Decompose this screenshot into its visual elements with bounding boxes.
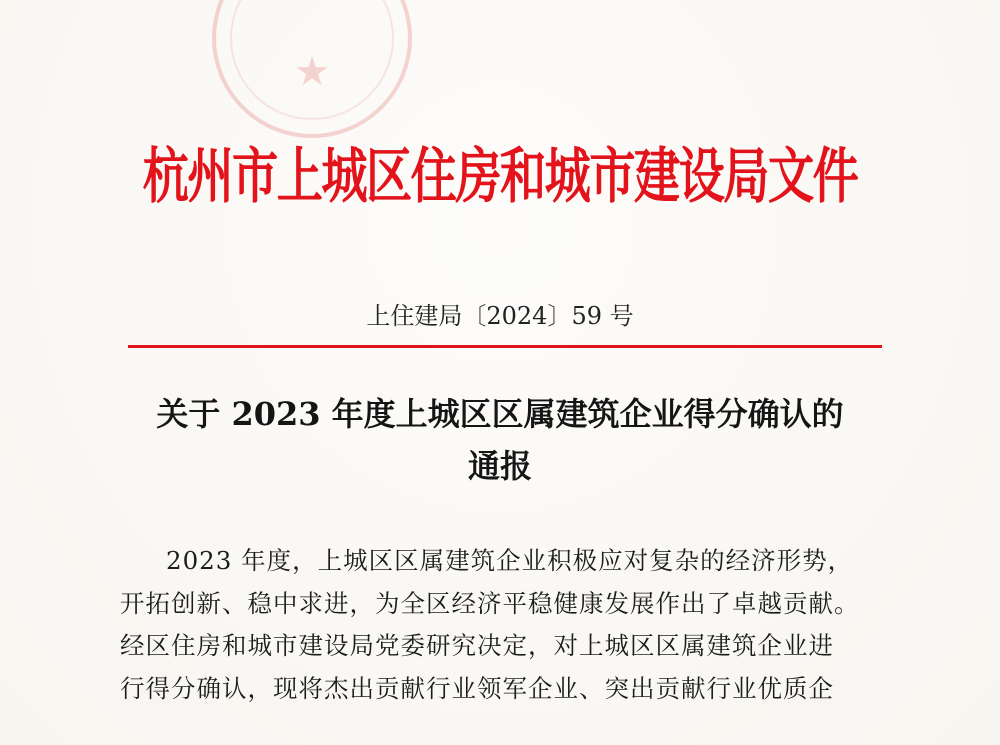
title-line: 通报 (467, 447, 532, 485)
body-line: 经区住房和城市建设局党委研究决定，对上城区区属建筑企业进 (120, 631, 834, 660)
body-line: 2023 年度，上城区区属建筑企业积极应对复杂的经济形势， (166, 546, 854, 575)
document-number: 上住建局〔2024〕59 号 (366, 302, 634, 330)
body-line: 行得分确认，现将杰出贡献行业领军企业、突出贡献行业优质企 (120, 673, 834, 703)
document-title (0, 388, 1000, 492)
seal-star-icon: ★ (294, 49, 330, 95)
title-line: 关于 2023 年度上城区区属建筑企业得分确认的 (156, 395, 844, 433)
document-body (120, 540, 900, 710)
issuing-authority-title: 杭州市上城区住房和城市建设局文件 (142, 142, 858, 212)
header-divider (128, 345, 882, 348)
body-line: 开拓创新、稳中求进，为全区经济平稳健康发展作出了卓越贡献。 (120, 588, 860, 618)
official-seal (212, 0, 412, 138)
